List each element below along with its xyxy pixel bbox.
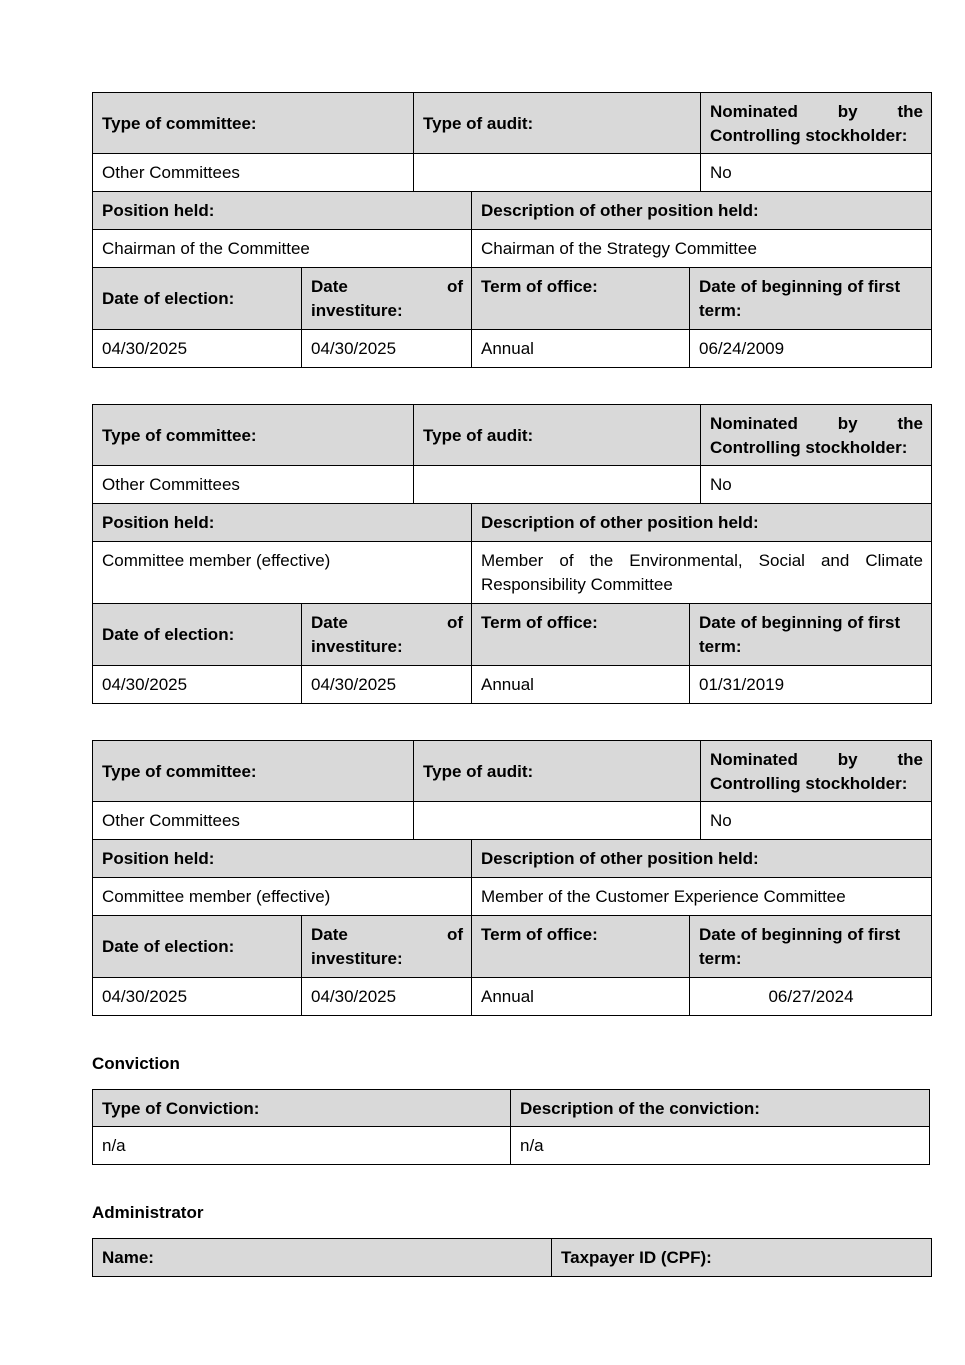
conviction-section-title: Conviction [92,1054,180,1073]
conviction-description-value: n/a [511,1127,930,1165]
date-first-term-value: 06/24/2009 [690,330,932,368]
conviction-table [92,1089,930,1165]
position-held-value: Committee member (effective) [93,541,472,603]
nominated-value: No [701,802,932,840]
nominated-value: No [701,154,932,192]
date-of-election-value: 04/30/2025 [93,330,302,368]
type-of-audit-label: Type of audit: [414,405,701,466]
administrator-section-title: Administrator [92,1203,204,1222]
conviction-type-value: n/a [93,1127,511,1165]
description-other-position-label: Description of other position held: [472,192,932,229]
date-of-investiture-label: Date of investiture: [302,604,472,666]
description-other-position-value: Member of the Environmental, Social and Climate Responsibility Committee [472,541,932,603]
committee-header-table [92,740,932,840]
committee-header-table [92,92,932,192]
committee-block-3 [92,740,931,1016]
date-first-term-label: Date of beginning of first term: [690,268,932,330]
position-held-value: Chairman of the Committee [93,229,472,267]
date-of-investiture-label: Date of investiture: [302,916,472,978]
type-of-committee-label: Type of committee: [93,405,414,466]
term-of-office-label: Term of office: [472,604,690,666]
administrator-cpf-label: Taxpayer ID (CPF): [552,1239,932,1277]
type-of-audit-value [414,802,701,840]
nominated-value: No [701,466,932,504]
date-of-investiture-label: Date of investiture: [302,268,472,330]
date-first-term-value: 01/31/2019 [690,666,932,704]
nominated-label: Nominated by the Controlling stockholder: [701,405,932,466]
date-of-investiture-value: 04/30/2025 [302,978,472,1016]
document-page [92,92,931,1277]
type-of-audit-label: Type of audit: [414,741,701,802]
date-of-investiture-value: 04/30/2025 [302,666,472,704]
term-of-office-value: Annual [472,666,690,704]
description-other-position-value: Member of the Customer Experience Committee [472,877,932,915]
type-of-audit-value [414,466,701,504]
type-of-committee-label: Type of committee: [93,93,414,154]
conviction-description-label: Description of the conviction: [511,1090,930,1127]
committee-position-table [92,504,932,604]
date-of-election-label: Date of election: [93,604,302,666]
date-of-election-label: Date of election: [93,916,302,978]
date-first-term-label: Date of beginning of first term: [690,916,932,978]
type-of-committee-value: Other Committees [93,466,414,504]
committee-dates-table [92,604,932,705]
type-of-committee-label: Type of committee: [93,741,414,802]
date-of-election-label: Date of election: [93,268,302,330]
type-of-committee-value: Other Committees [93,154,414,192]
term-of-office-label: Term of office: [472,916,690,978]
type-of-audit-value [414,154,701,192]
type-of-committee-value: Other Committees [93,802,414,840]
type-of-audit-label: Type of audit: [414,93,701,154]
term-of-office-value: Annual [472,330,690,368]
committee-position-table [92,192,932,268]
committee-dates-table [92,268,932,369]
administrator-table [92,1238,932,1277]
committee-header-table [92,404,932,504]
position-held-label: Position held: [93,192,472,229]
description-other-position-label: Description of other position held: [472,504,932,541]
term-of-office-label: Term of office: [472,268,690,330]
description-other-position-value: Chairman of the Strategy Committee [472,229,932,267]
nominated-label: Nominated by the Controlling stockholder: [701,93,932,154]
position-held-label: Position held: [93,504,472,541]
position-held-value: Committee member (effective) [93,877,472,915]
date-of-investiture-value: 04/30/2025 [302,330,472,368]
administrator-name-label: Name: [93,1239,552,1277]
term-of-office-value: Annual [472,978,690,1016]
committee-position-table [92,840,932,916]
description-other-position-label: Description of other position held: [472,840,932,877]
nominated-label: Nominated by the Controlling stockholder: [701,741,932,802]
date-first-term-label: Date of beginning of first term: [690,604,932,666]
position-held-label: Position held: [93,840,472,877]
conviction-type-label: Type of Conviction: [93,1090,511,1127]
date-of-election-value: 04/30/2025 [93,666,302,704]
committee-block-2 [92,404,931,704]
committee-block-1 [92,92,931,368]
date-of-election-value: 04/30/2025 [93,978,302,1016]
date-first-term-value: 06/27/2024 [690,978,932,1016]
committee-dates-table [92,916,932,1017]
